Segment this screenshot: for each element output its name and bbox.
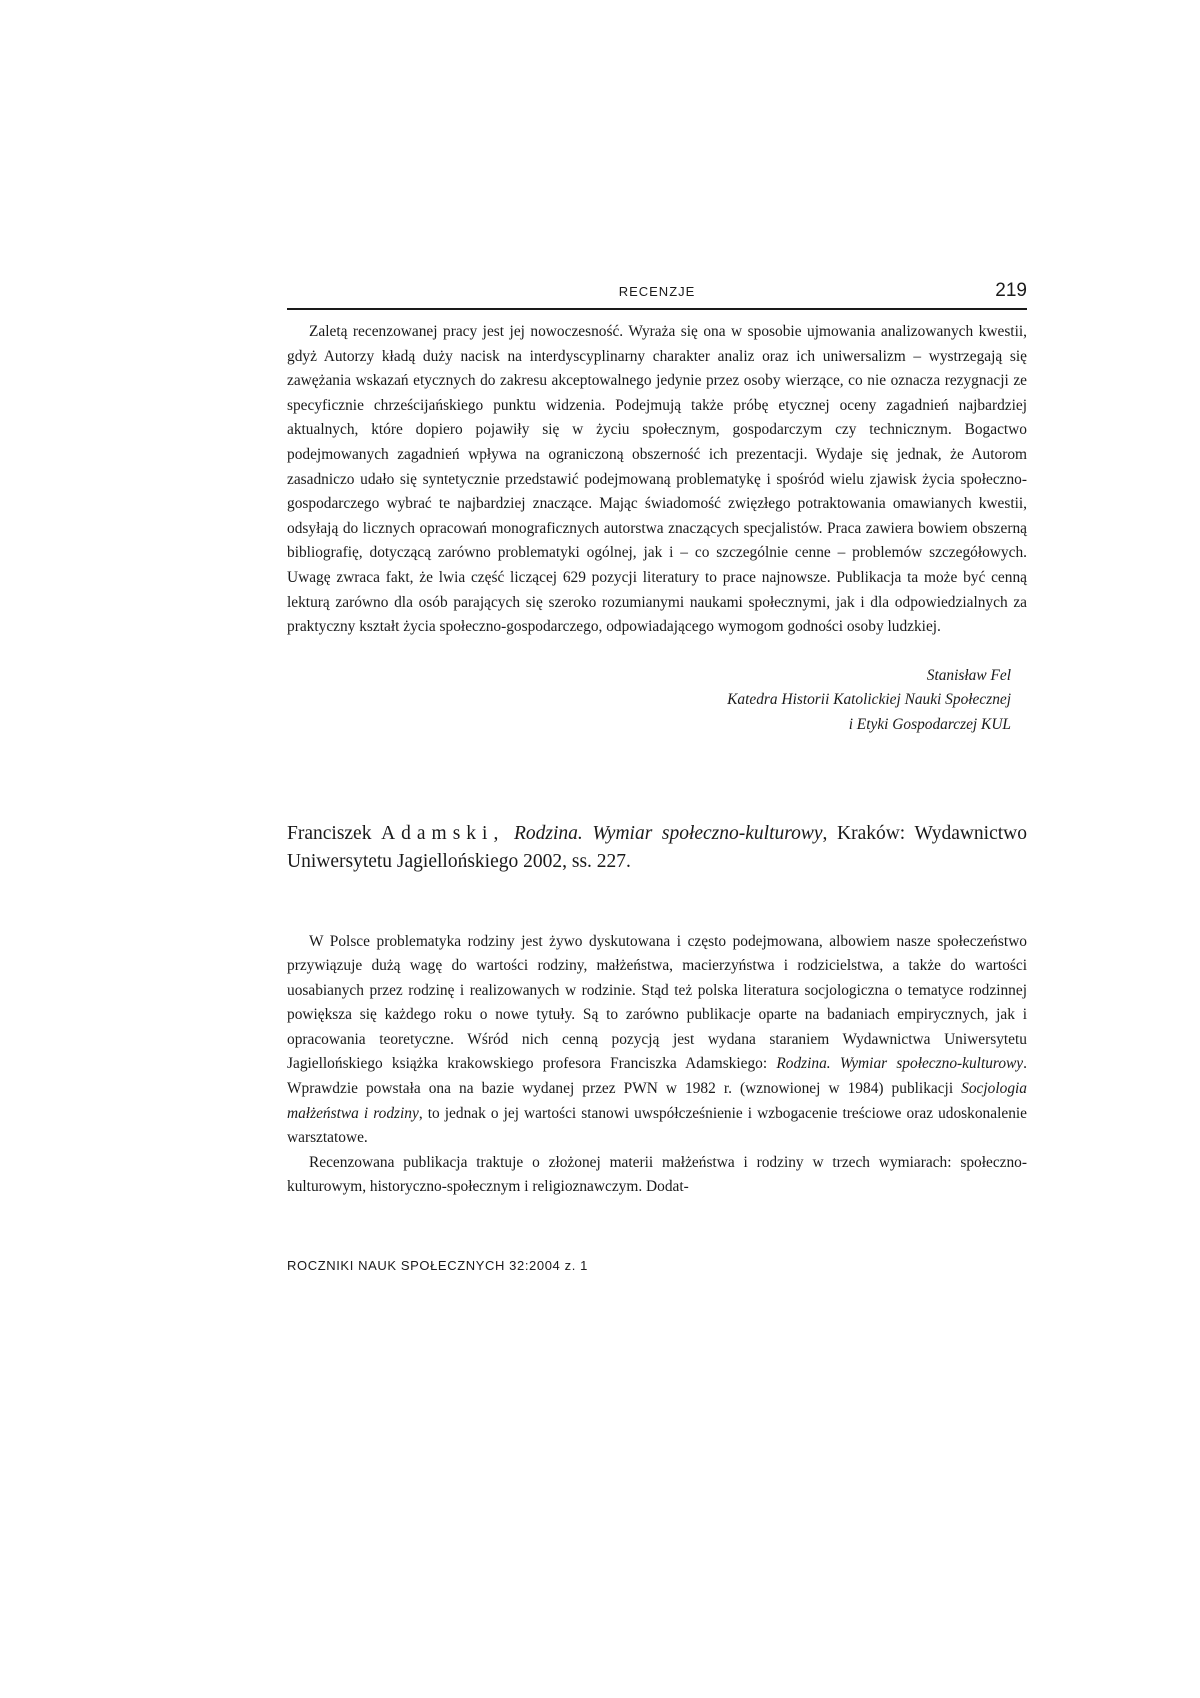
running-head-title: RECENZJE xyxy=(618,284,696,299)
review-body xyxy=(287,930,1027,1201)
signature-affiliation-line2: i Etyki Gospodarczej KUL xyxy=(848,715,1011,733)
review-paragraph-1-text-b: . Wprawdzie powstała ona na bazie wydanej przez PWN w 1982 r. (wznowionej w 1984) publikacji xyxy=(287,1055,1027,1098)
continuation-paragraph: Zaletą recenzowanej pracy jest jej nowoczesność. Wyraża się ona w sposobie ujmowania analizowanych kwestii, gdyż Autorzy kładą duży nacisk na interdyscyplinarny charakter analiz oraz ich uniwersalizm – wystrzegają się zawężania wskazań etycznych do zakresu akceptowalnego jedynie przez osoby wierzące, co nie oznacza rezygnacji ze specyficznie chrześcijańskiego punktu widzenia. Podejmują także próbę etycznej oceny zagadnień najbardziej aktualnych, które dopiero pojawiły się w życiu społecznym, gospodarczym czy technicznym. Bogactwo podejmowanych zagadnień wpływa na ograniczoną obszerność ich prezentacji. Wydaje się jednak, że Autorom zasadniczo udało się syntetycznie przedstawić podejmowaną problematykę i spośród wielu zjawisk życia społeczno-gospodarczego wybrać te najbardziej znaczące. Mając świadomość zwięzłego potraktowania omawianych kwestii, odsyłają do licznych opracowań monograficznych autorstwa znaczących specjalistów. Praca zawiera bowiem obszerną bibliografię, dotyczącą zarówno problematyki ogólnej, jak i – co szczególnie cenne – problemów szczegółowych. Uwagę zwraca fakt, że lwia część liczącej 629 pozycji literatury to prace najnowsze. Publikacja ta może być cenną lekturą zarówno dla osób parających się szeroko rozumianymi naukami społecznymi, jak i dla odpowiedzialnych za praktyczny kształt życia społeczno-gospodarczego, odpowiadającego wymogom godności osoby ludzkiej. xyxy=(287,323,1027,636)
journal-footer: ROCZNIKI NAUK SPOŁECZNYCH 32:2004 z. 1 xyxy=(287,1258,588,1274)
signature-name: Stanisław Fel xyxy=(926,666,1011,684)
book-publication-details: , Kraków: Wydawnictwo Uniwersytetu Jagiellońskiego 2002, ss. 227. xyxy=(287,822,1028,872)
signature-affiliation-line1: Katedra Historii Katolickiej Nauki Społecznej xyxy=(727,691,1011,709)
review-signature xyxy=(287,664,1027,738)
review-paragraph-1-earlier-title: Socjologia małżeństwa i rodziny xyxy=(287,1080,1027,1122)
review-paragraph-2: Recenzowana publikacja traktuje o złożonej materii małżeństwa i rodziny w trzech wymiarach: społeczno-kulturowym, historyczno-społecznym i religioznawczym. Dodat- xyxy=(287,1153,1027,1196)
review-paragraph-1-text-a: W Polsce problematyka rodziny jest żywo dyskutowana i często podejmowana, albowiem nasze społeczeństwo przywiązuje dużą wagę do wartości rodziny, małżeństwa, macierzyństwa i rodzicielstwa, a także do wartości uosabianych przez rodzinę i realizowanych w rodzinie. Stąd też polska literatura socjologiczna o tematyce rodzinnej powiększa się każdego roku o nowe tytuły. Są to zarówno publikacje oparte na badaniach empirycznych, jak i opracowania teoretyczne. Wśród nich cenną pozycją jest wydana staraniem Wydawnictwa Uniwersytetu Jagiellońskiego książka krakowskiego profesora Franciszka Adamskiego: xyxy=(287,932,1027,1073)
running-head xyxy=(287,280,1027,310)
book-author-first-name: Franciszek xyxy=(287,822,372,844)
document-page xyxy=(287,280,1027,1273)
review-paragraph-1-book-title: Rodzina. Wymiar społeczno-kulturowy xyxy=(776,1055,1024,1073)
review-paragraph-1 xyxy=(287,930,1027,1151)
page-number: 219 xyxy=(995,280,1027,301)
review-heading xyxy=(287,820,1027,876)
review-paragraph-1-text-c: , to jednak o jej wartości stanowi uwspółcześnienie i wzbogacenie treściowe oraz udoskonalenie warsztatowe. xyxy=(287,1104,1027,1147)
book-title: Rodzina. Wymiar społeczno-kulturowy xyxy=(513,822,823,844)
book-author-last-name: Adamski, xyxy=(381,822,505,844)
